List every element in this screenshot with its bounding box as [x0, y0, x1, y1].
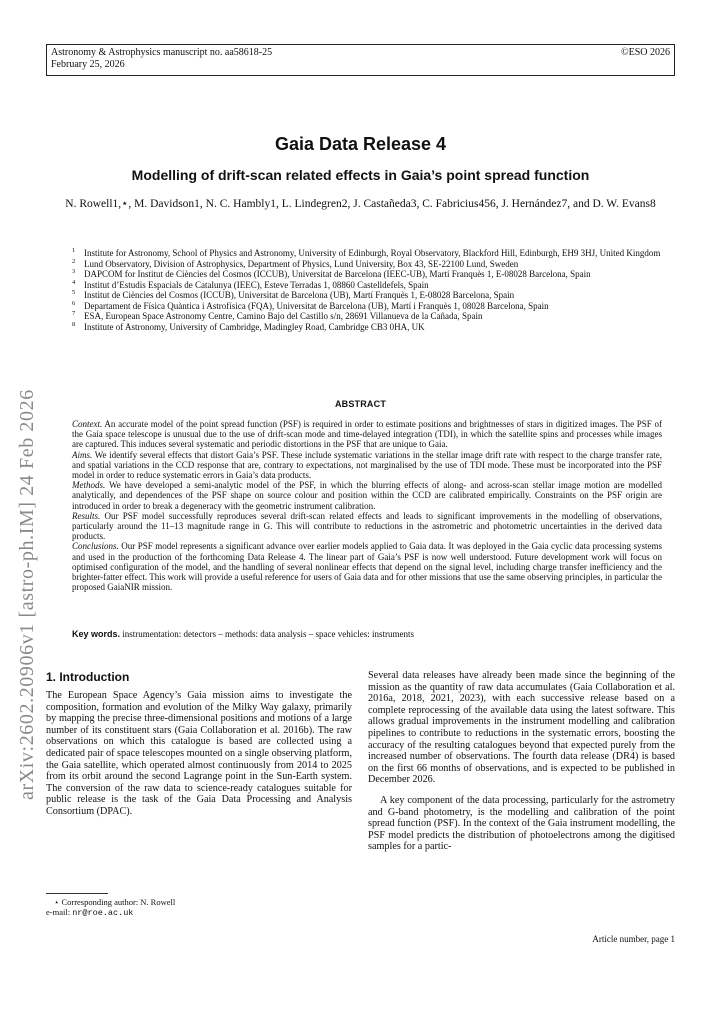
affiliation-item: [72, 248, 662, 259]
arxiv-stamp: arXiv:2602.20906v1 [astro-ph.IM] 24 Feb 2026: [16, 389, 38, 800]
abstract-label: Conclusions.: [72, 541, 119, 552]
left-column: [46, 670, 352, 818]
abstract-text: Our PSF model represents a significant advance over earlier models applied to Gaia data. It was deployed in the Gaia cyclic data processing systems and used in the production of the forthcoming Data Release 4. The linear part of Gaia’s PSF is now well understood. Future development work will focus on optimised configuration of the model, and the handling of several nonlinear effects that depend on the signal level, including charge transfer inefficiency and the brighter-fatter effect. This work will provide a useful reference for users of Gaia data and for other missions that use the same observing principles, in particular the proposed GaiaNIR mission.: [72, 541, 662, 593]
affiliation-number: 2: [72, 257, 76, 265]
body-paragraph: The European Space Agency’s Gaia mission aims to investigate the composition, formation and evolution of the Milky Way galaxy, primarily by mapping the precise three-dimensional positions and motions of a large number of its constituent stars (Gaia Collaboration et al. 2016b). The raw observations on which this catalogue is based are collected using a dedicated pair of space telescopes mounted on a single observing platform, the Gaia satellite, which operated almost continuously from 2014 to 2025 from its orbit around the second Lagrange point in the Sun-Earth system. The conversion of the raw data to science-ready catalogues suitable for public release is the task of the Gaia Data Processing and Analysis Consortium (DPAC).: [46, 690, 352, 817]
manuscript-date: February 25, 2026: [51, 59, 125, 70]
abstract-paragraph: [72, 480, 662, 511]
affiliation-number: 8: [72, 320, 76, 328]
body-paragraph: A key component of the data processing, particularly for the astrometry and G-band photometry, is the modelling and calibration of the point spread function (PSF). In the context of the Gaia instrument modelling, the PSF model predicts the distribution of photoelectrons among the digitised samples for a partic-: [368, 794, 675, 853]
section-heading: 1. Introduction: [46, 670, 130, 684]
affiliation-text: Lund Observatory, Division of Astrophysics, Department of Physics, Lund University, Box 43, SE-22100 Lund, Sweden: [84, 258, 519, 269]
manuscript-header: [46, 44, 675, 76]
abstract-label: Methods.: [72, 480, 106, 491]
paper-subtitle: Modelling of drift-scan related effects in Gaia’s point spread function: [131, 167, 590, 183]
affiliation-text: Departament de Física Quàntica i Astrofísica (FQA), Universitat de Barcelona (UB), Martí i Franquès 1, 08028 Barcelona, Spain: [84, 300, 549, 311]
abstract-text: We have developed a semi-analytic model of the PSF, in which the blurring effects of along- and across-scan stellar image motion are modelled analytically, and dependences of the PSF shape on source colour and position within the CCD are calibrated empirically. Constraints on the PSF origin are introduced in order to break a degeneracy with the geometric instrument calibration.: [72, 480, 662, 511]
affiliation-item: [72, 290, 662, 301]
abstract-label: Results.: [72, 510, 101, 521]
right-column: [368, 670, 675, 853]
abstract-text: Our PSF model successfully reproduces several drift-scan related effects and leads to significant improvements in the modelling of observations, particularly around the 11–13 magnitude range in G. This will contribute to reductions in the astrometric and photometric uncertainties in the derived data products.: [72, 510, 662, 542]
abstract-paragraph: [72, 541, 662, 592]
keywords: [72, 629, 662, 640]
abstract-body: [72, 419, 662, 592]
author-list: N. Rowell1,⋆, M. Davidson1, N. C. Hambly1, L. Lindegren2, J. Castañeda3, C. Fabricius456, J. Hernández7, and D. W. Evans8: [65, 198, 656, 210]
abstract-paragraph: [72, 450, 662, 481]
affiliation-number: 7: [72, 310, 76, 317]
affiliation-text: Institute of Astronomy, University of Cambridge, Madingley Road, Cambridge CB3 0HA, UK: [84, 321, 425, 332]
body-paragraph: Several data releases have already been made since the beginning of the mission as the quantity of raw data accumulates (Gaia Collaboration et al. 2016a, 2018, 2021, 2023), with each successive release based on a complete reprocessing of the available data using the latest software. This allows gradual improvements in the instrument modelling and calibration pipelines to contribute to reductions in the systematic errors, boosting the accuracy of the resulting catalogues beyond that expected purely from the increased number of observations. The fourth data release (DR4) is based on the first 66 months of observations, and is expected to be published in December 2026.: [368, 670, 675, 786]
keywords-text: instrumentation: detectors – methods: data analysis – space vehicles: instruments: [122, 629, 414, 639]
page-number: Article number, page 1: [592, 934, 675, 944]
footnote: [46, 897, 352, 918]
affiliation-text: Institut d’Estudis Espacials de Catalunya (IEEC), Esteve Terradas 1, 08860 Castelldefels, Spain: [84, 279, 429, 290]
affiliation-item: [72, 280, 662, 291]
affiliation-number: 5: [72, 289, 76, 296]
affiliation-number: 3: [72, 268, 76, 275]
copyright: ©ESO 2026: [621, 47, 670, 58]
affiliation-item: [72, 311, 662, 322]
affiliation-list: [72, 248, 662, 332]
paper-title: Gaia Data Release 4: [274, 134, 447, 154]
abstract-label: Aims.: [72, 449, 93, 460]
abstract-text: We identify several effects that distort Gaia’s PSF. These include systematic variations in the stellar image drift rate with respect to the charge transfer rate, and spatial variations in the CCD response that are, contrary to expectations, not marginalised by the use of TDI mode. These must be incorporated into the PSF model in order to reduce systematic errors in Gaia’s data products.: [72, 449, 662, 481]
affiliation-number: 1: [72, 247, 76, 254]
affiliation-number: 4: [72, 278, 76, 286]
abstract-paragraph: [72, 419, 662, 450]
abstract-heading: ABSTRACT: [334, 399, 387, 409]
abstract-text: An accurate model of the point spread function (PSF) is required in order to estimate positions and brightnesses of stars in digitized images. The PSF of the Gaia space telescope is unusual due to the use of drift-scan mode and time-delayed integration (TDI), in which the satellite spins and processes while images are captured. This induces several systematic and periodic distortions in the PSF that are unique to Gaia.: [72, 419, 662, 450]
affiliation-text: Institut de Ciències del Cosmos (ICCUB), Universitat de Barcelona (UB), Martí Franquès 1, E-08028 Barcelona, Spain: [84, 290, 515, 300]
manuscript-id: Astronomy & Astrophysics manuscript no. aa58618-25: [51, 47, 273, 58]
abstract-paragraph: [72, 511, 662, 542]
affiliation-text: ESA, European Space Astronomy Centre, Camino Bajo del Castillo s/n, 28691 Villanueva de la Cañada, Spain: [84, 311, 483, 321]
footnote-rule: [46, 893, 108, 894]
abstract-label: Context.: [72, 419, 103, 429]
keywords-label: Key words.: [72, 629, 121, 639]
affiliation-item: [72, 269, 662, 280]
affiliation-item: [72, 301, 662, 312]
email-link[interactable]: nr@roe.ac.uk: [72, 908, 134, 918]
affiliation-item: [72, 322, 662, 333]
email-line: [46, 907, 352, 918]
corresponding-author: ⋆ Corresponding author: N. Rowell: [54, 897, 176, 907]
affiliation-text: Institute for Astronomy, School of Physics and Astronomy, University of Edinburgh, Royal Observatory, Blackford Hill, Edinburgh, EH9 3HJ, United Kingdom: [84, 248, 661, 258]
email-label: e-mail:: [46, 907, 73, 917]
affiliation-number: 6: [72, 299, 76, 307]
affiliation-item: [72, 259, 662, 270]
affiliation-text: DAPCOM for Institut de Ciències del Cosmos (ICCUB), Universitat de Barcelona (IEEC-UB), Martí Franquès 1, E-08028 Barcelona, Spain: [84, 269, 591, 279]
